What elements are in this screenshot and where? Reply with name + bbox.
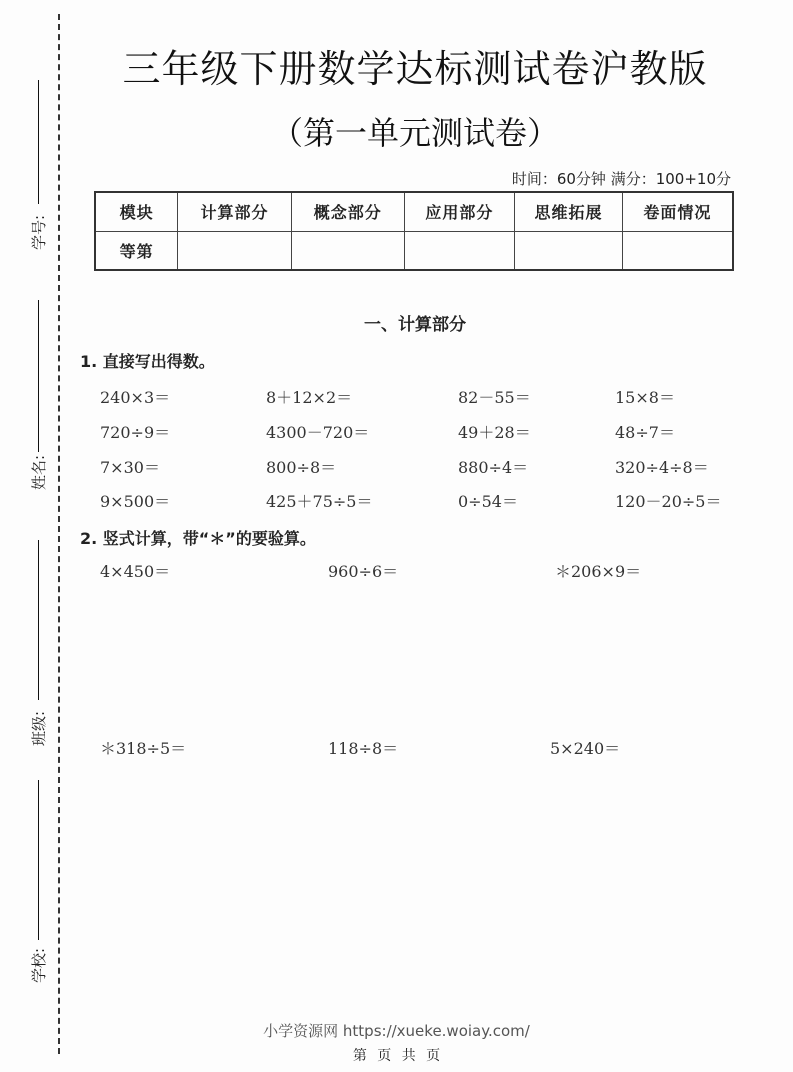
class-label: 班级: bbox=[30, 710, 48, 746]
q1-expression: 720÷9＝ bbox=[100, 423, 171, 442]
grade-table-header: 计算部分 bbox=[178, 192, 292, 231]
q2-expression: 118÷8＝ bbox=[328, 739, 399, 758]
exam-meta: 时间：60分钟 满分：100+10分 bbox=[511, 170, 731, 188]
q2-expression: ＊318÷5＝ bbox=[100, 739, 187, 758]
grade-table-header: 应用部分 bbox=[404, 192, 515, 231]
q1-expression: 7×30＝ bbox=[100, 458, 160, 477]
binding-dashed-line bbox=[58, 14, 60, 1054]
name-field[interactable] bbox=[14, 300, 54, 490]
q1-expression: 880÷4＝ bbox=[458, 458, 529, 477]
grade-table-header-row bbox=[95, 192, 733, 231]
grade-row-label: 等第 bbox=[95, 231, 178, 270]
footer-watermark-url: 小学资源网 https://xueke.woiay.com/ bbox=[263, 1022, 530, 1040]
page-title: 三年级下册数学达标测试卷沪教版 bbox=[122, 47, 708, 91]
school-line[interactable] bbox=[38, 780, 39, 940]
q1-expression: 4300－720＝ bbox=[266, 423, 370, 442]
student-number-field[interactable] bbox=[14, 80, 54, 260]
grade-table bbox=[94, 191, 734, 271]
grade-cell-calculation[interactable] bbox=[178, 231, 292, 270]
class-field[interactable] bbox=[14, 540, 54, 750]
q2-expression: 960÷6＝ bbox=[328, 562, 399, 581]
grade-cell-application[interactable] bbox=[404, 231, 515, 270]
school-field[interactable] bbox=[14, 780, 54, 990]
q1-expression: 0÷54＝ bbox=[458, 492, 518, 511]
grade-table-header: 模块 bbox=[95, 192, 178, 231]
school-label: 学校: bbox=[30, 947, 48, 983]
q1-expression: 82－55＝ bbox=[458, 388, 531, 407]
q1-expression: 240×3＝ bbox=[100, 388, 171, 407]
q1-expression: 8＋12×2＝ bbox=[266, 388, 353, 407]
name-line[interactable] bbox=[38, 300, 39, 452]
question-2-title: 2. 竖式计算，带“＊”的要验算。 bbox=[80, 529, 316, 548]
q1-expression: 9×500＝ bbox=[100, 492, 171, 511]
grade-table-header: 思维拓展 bbox=[515, 192, 623, 231]
grade-cell-concept[interactable] bbox=[291, 231, 404, 270]
q1-expression: 15×8＝ bbox=[615, 388, 675, 407]
q1-expression: 800÷8＝ bbox=[266, 458, 337, 477]
q2-expression: 4×450＝ bbox=[100, 562, 171, 581]
page-subtitle: （第一单元测试卷） bbox=[270, 114, 559, 152]
grade-table-header: 概念部分 bbox=[291, 192, 404, 231]
q1-expression: 120－20÷5＝ bbox=[615, 492, 722, 511]
grade-table-score-row bbox=[95, 231, 733, 270]
grade-cell-neatness[interactable] bbox=[622, 231, 733, 270]
q2-expression: ＊206×9＝ bbox=[555, 562, 642, 581]
page-number: 第 页 共 页 bbox=[352, 1048, 441, 1064]
class-line[interactable] bbox=[38, 540, 39, 700]
question-1-title: 1. 直接写出得数。 bbox=[80, 352, 215, 371]
grade-table-header: 卷面情况 bbox=[622, 192, 733, 231]
name-label: 姓名: bbox=[30, 454, 48, 490]
q1-expression: 320÷4÷8＝ bbox=[615, 458, 709, 477]
student-number-line[interactable] bbox=[38, 80, 39, 204]
grade-cell-thinking[interactable] bbox=[515, 231, 623, 270]
q1-expression: 49＋28＝ bbox=[458, 423, 531, 442]
section-title: 一、计算部分 bbox=[364, 315, 466, 335]
student-number-label: 学号: bbox=[30, 214, 48, 250]
q1-expression: 48÷7＝ bbox=[615, 423, 675, 442]
q1-expression: 425＋75÷5＝ bbox=[266, 492, 373, 511]
q2-expression: 5×240＝ bbox=[550, 739, 621, 758]
